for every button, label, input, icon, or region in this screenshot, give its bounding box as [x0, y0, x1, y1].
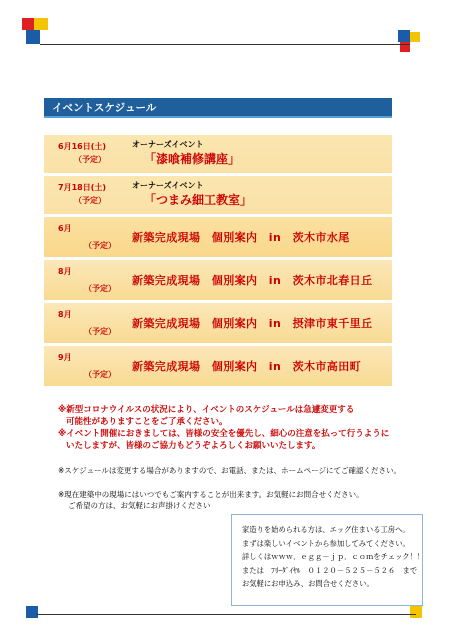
info-line4: または ﾌﾘｰﾀﾞｲﾔﾙ ０１２０－５２５－５２６ まで — [242, 565, 418, 575]
event-row — [44, 303, 392, 343]
event-row — [44, 217, 392, 257]
event-note: （予定） — [84, 370, 116, 379]
event-note: （予定） — [84, 241, 116, 250]
event-title: 新築完成現場 個別案内 in 茨木市水尾 — [132, 231, 350, 244]
deco-square-blue — [26, 30, 40, 44]
note-event-line2: いたしますが、皆様のご協力もどうぞよろしくお願いいたします。 — [66, 441, 321, 451]
event-name: 「つまみ細工教室」 — [144, 193, 253, 207]
page-title: イベントスケジュール — [44, 98, 392, 118]
event-row — [44, 346, 392, 386]
deco-square-yellow-right — [410, 32, 420, 42]
event-label: オーナーズイベント — [132, 140, 204, 149]
event-note: （予定） — [74, 155, 106, 164]
info-line3: 詳しくはｗｗｗ．ｅｇｇ－ｊｐ．ｃｏｍをチェック！！ — [242, 552, 425, 561]
event-title: 新築完成現場 個別案内 in 茨木市北春日丘 — [132, 274, 373, 287]
note-schedule: ※スケジュールは変更する場合がありますので、お電話、または、ホームページにてご確認ください。 — [58, 466, 402, 475]
event-note: （予定） — [74, 196, 106, 205]
event-month: 8月 — [58, 310, 72, 319]
event-note: （予定） — [84, 284, 116, 293]
note-covid-line1: ※新型コロナウイルスの状況により、イベントのスケジュールは急遽変更する — [58, 405, 355, 415]
deco-square-yellow-bottom — [410, 606, 422, 618]
covid-notes — [58, 404, 398, 452]
info-line1: 家造りを始められる方は、エッグ住まいる工房へ。 — [242, 525, 410, 534]
event-name: 「漆喰補修講座」 — [144, 152, 241, 166]
event-list — [44, 135, 392, 389]
event-title: 新築完成現場 個別案内 in 茨木市高田町 — [132, 360, 361, 373]
event-month: 6月 — [58, 224, 72, 233]
schedule-note — [58, 465, 418, 476]
site-note — [58, 489, 418, 511]
top-divider — [40, 44, 410, 45]
info-line5: お気軽にお申込み、お問合せください。 — [242, 579, 374, 588]
deco-square-red — [22, 18, 34, 30]
deco-square-blue-right — [398, 30, 410, 42]
deco-square-yellow — [34, 18, 48, 30]
note-site-line1: ※現在建築中の現場にはいつでもご案内することが出来ます。お気軽にお問合せください。 — [58, 490, 364, 499]
bottom-divider — [36, 614, 416, 615]
event-label: オーナーズイベント — [132, 181, 204, 190]
event-title: 新築完成現場 個別案内 in 摂津市東千里丘 — [132, 317, 373, 330]
event-date: 6月16日(土) — [58, 142, 107, 151]
event-month: 8月 — [58, 267, 72, 276]
event-row — [44, 135, 392, 173]
deco-square-blue-bottom — [26, 606, 38, 618]
note-event-line1: ※イベント開催におきましては、皆様の安全を優先し、細心の注意を払って行うように — [58, 429, 390, 439]
note-site-line2: ご希望の方は、お気軽にお声掛けください — [68, 501, 211, 510]
info-line2: まずは楽しいイベントから参加してみてください。 — [242, 538, 410, 548]
event-row — [44, 260, 392, 300]
event-month: 9月 — [58, 353, 72, 362]
contact-info-box — [231, 514, 423, 606]
note-covid-line2: 可能性がありますことをご了承ください。 — [66, 417, 228, 427]
event-row — [44, 176, 392, 214]
event-note: （予定） — [84, 327, 116, 336]
event-date: 7月18日(土) — [58, 183, 107, 192]
